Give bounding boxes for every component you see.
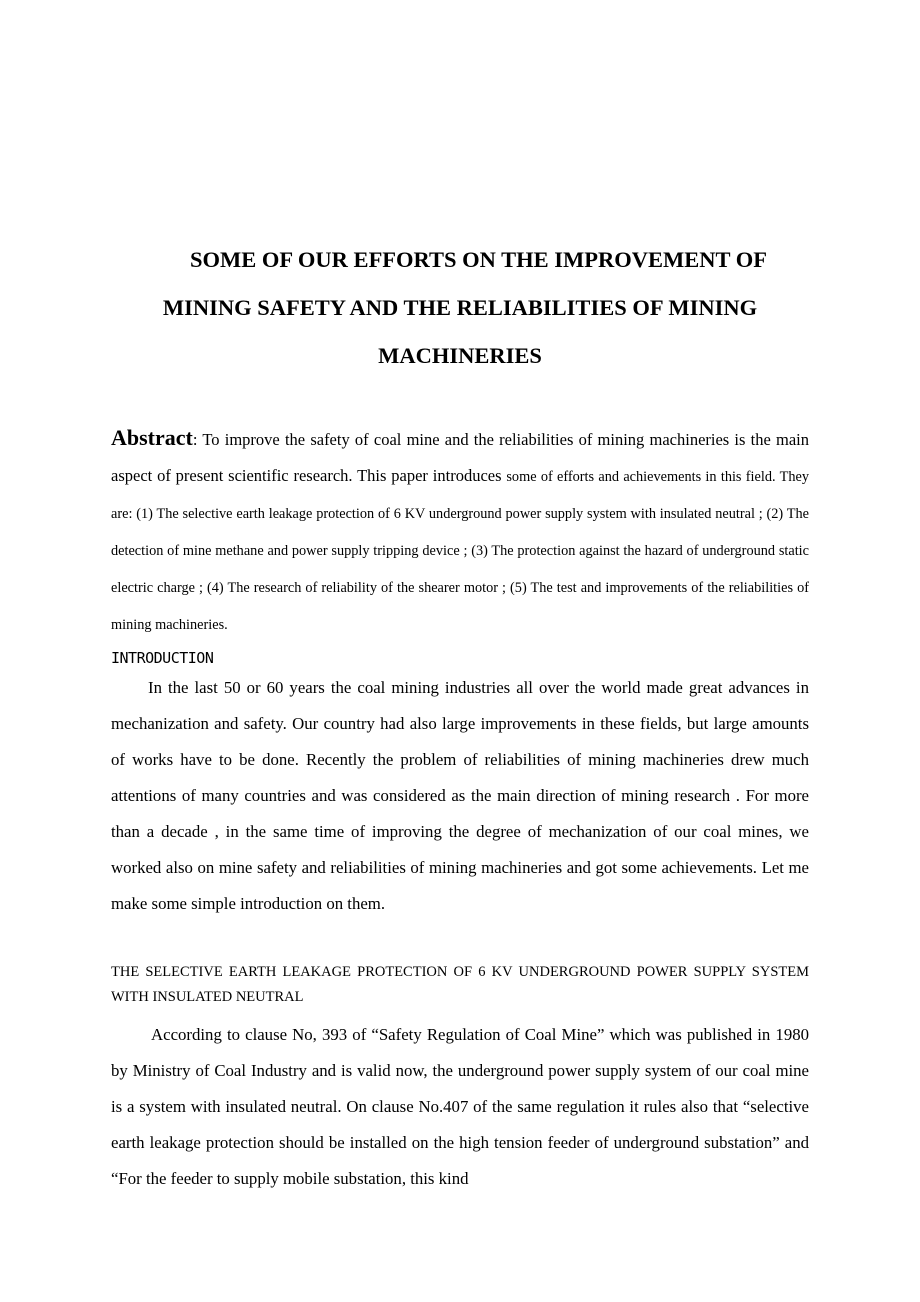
introduction-paragraph <box>111 670 809 922</box>
abstract-text-small: some of efforts and achievements in this field. They are: (1) The selective earth leakage protection of 6 KV underground power supply system with insulated neutral ; (2) The detection of mine methane and power supply tripping device ; (3) The protection against the hazard of underground static electric charge ; (4) The research of reliability of the shearer motor ; (5) The test and improvements of the reliabilities of mining machineries. <box>111 469 809 633</box>
abstract-colon: : <box>192 430 198 449</box>
section-heading: THE SELECTIVE EARTH LEAKAGE PROTECTION OF 6 KV UNDERGROUND POWER SUPPLY SYSTEM WITH INSULATED NEUTRAL <box>111 964 809 1005</box>
title-line-3: MACHINERIES <box>378 343 542 368</box>
introduction-heading: INTRODUCTION <box>111 649 214 667</box>
section-paragraph <box>111 1017 809 1197</box>
paper-title <box>110 236 810 380</box>
section-text: According to clause No, 393 of “Safety Regulation of Coal Mine” which was published in 1980 by Ministry of Coal Industry and is valid now, the underground power supply system of our coal mine is a system with insulated neutral. On clause No.407 of the same regulation it rules also that “selective earth leakage protection should be installed on the high tension feeder of underground substation” and “For the feeder to supply mobile substation, this kind <box>111 1025 809 1188</box>
title-line-1: SOME OF OUR EFFORTS ON THE IMPROVEMENT OF <box>190 247 767 272</box>
title-line-2: MINING SAFETY AND THE RELIABILITIES OF MINING <box>162 295 758 320</box>
abstract-text: To improve the safety of coal mine and the reliabilities of mining machineries is the main aspect of present scientific research. This paper introduces <box>111 430 809 485</box>
abstract-section <box>111 420 809 643</box>
introduction-text: In the last 50 or 60 years the coal mining industries all over the world made great advances in mechanization and safety. Our country had also large improvements in these fields, but large amounts of works have to be done. Recently the problem of reliabilities of mining machineries drew much attentions of many countries and was considered as the main direction of mining research . For more than a decade , in the same time of improving the degree of mechanization of our coal mines, we worked also on mine safety and reliabilities of mining machineries and got some achievements. Let me make some simple introduction on them. <box>111 678 809 913</box>
abstract-label: Abstract <box>111 425 193 450</box>
